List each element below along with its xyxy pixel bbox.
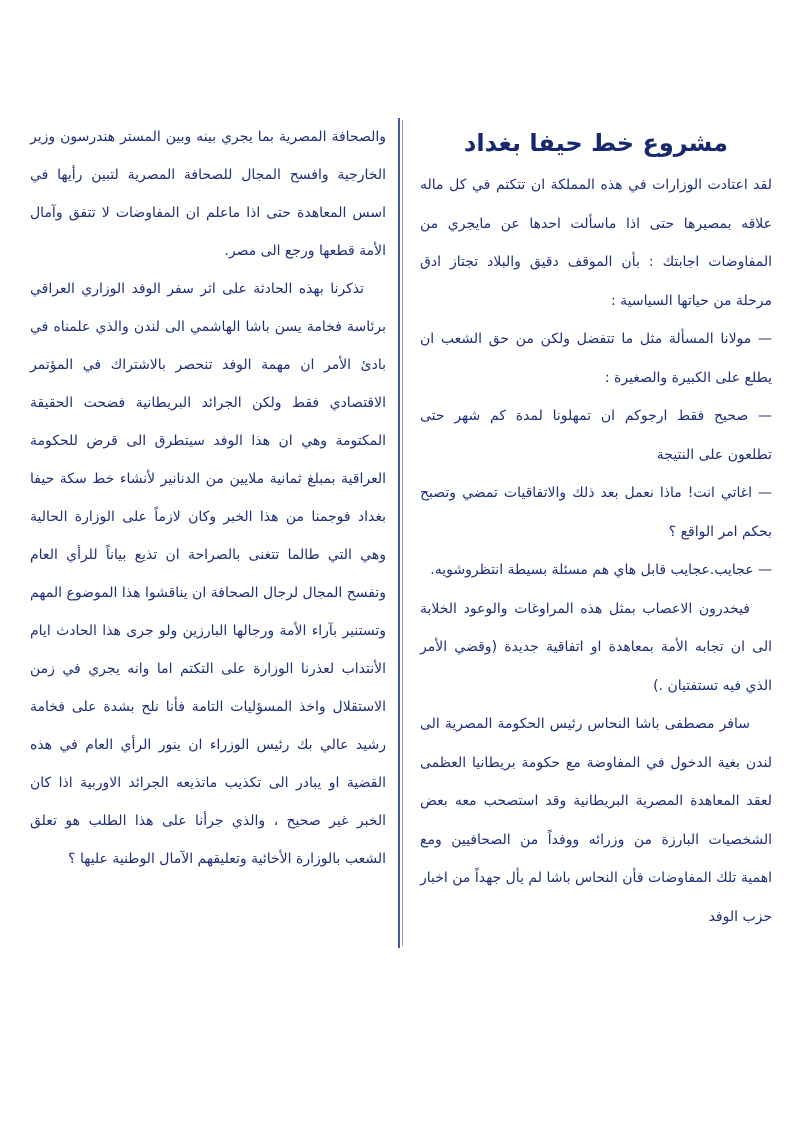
paragraph: والصحافة المصرية بما يجري بينه وبين المستر هندرسون وزير الخارجية وافسح المجال للصحافة المصرية لتبين رأيها في اسس المعاهدة حتى اذا ماعلم ان المفاوضات لا تتفق وآمال الأمة قطعها ورجع الى مصر.: [30, 129, 386, 259]
paragraph: — مولانا المسألة مثل ما تتفضل ولكن من حق الشعب ان يطلع على الكبيرة والصغيرة :: [420, 331, 772, 386]
column-divider-secondary: [402, 120, 403, 946]
paragraph: — اغاتي انت! ماذا نعمل بعد ذلك والاتفاقيات تمضي وتصبح بحكم امر الواقع ؟: [420, 485, 772, 540]
paragraph: سافر مصطفى باشا النحاس رئيس الحكومة المصرية الى لندن بغية الدخول في المفاوضة مع حكومة بريطانيا العظمى لعقد المعاهدة المصرية البريطانية وقد استصحب معه بعض الشخصيات البارزة من وزرائه ووفداً من الصحافيين ومع اهمية تلك المفاوضات فأن النحاس باشا لم يأل جهداً من اخبار حزب الوفد: [419, 716, 772, 925]
left-column: [30, 118, 386, 878]
article-title: مشروع خط حيفا بغداد: [464, 129, 728, 157]
paragraph: فيخدرون الاعصاب بمثل هذه المراوغات والوعود الخلابة الى ان تجابه الأمة بمعاهدة او اتفاقية جديدة (وقضي الأمر الذي فيه تستفتيان .): [420, 600, 772, 694]
right-column: [420, 112, 772, 936]
column-divider: [398, 118, 400, 948]
paragraph: — صحيح فقط ارجوكم ان تمهلونا لمدة كم شهر حتى تطلعون على النتيجة: [420, 408, 772, 463]
paragraph: تذكرنا بهذه الحادثة على اثر سفر الوفد الوزاري العراقي برئاسة فخامة يسن باشا الهاشمي الى لندن والذي علمناه في بادئ الأمر ان مهمة الوفد تنحصر بالاشتراك في المؤتمر الاقتصادي فقط ولكن الجرائد البريطانية فضحت الحقيقة المكتومة وهي ان هذا الوفد سيتطرق الى قرض للحكومة العراقية بمبلغ ثمانية ملايين من الدنانير لأنشاء خط سكة حيفا بغداد فوجمنا من هذا الخبر وكان لازماً على الوزارة الحالية وهي التي طالما تتغنى بالصراحة ان تذيع بياناً للرأي العام وتفسح المجال لرجال الصحافة ان يناقشوا هذا الموضوع المهم وتستنير بآراء الأمة ورجالها البارزين ولو جرى هذا الحادث ايام الأنتداب لعذرنا الوزارة على التكتم اما وانه يجري في زمن الاستقلال واخذ المسؤليات التامة فأنا نلح بشدة على فخامة رشيد عالي بك رئيس الوزراء ان ينور الرأي العام في هذه القضية او يبادر الى تكذيب ماتذيعه الجرائد الاوربية اذا كان الخبر غير صحيح ، والذي جرأنا على هذا الطلب هو تعلق الشعب بالوزارة الأخائية وتعليقهم الآمال الوطنية عليها ؟: [30, 281, 386, 867]
paragraph: لقد اعتادت الوزارات في هذه المملكة ان تتكتم في كل ماله علاقه بمصيرها حتى اذا ماسألت احدها عن مايجري من المفاوضات اجابتك : بأن الموقف دقيق والبلاد تجتاز ادق مرحلة من حياتها السياسية :: [420, 177, 772, 309]
paragraph: — عجايب.عجايب قابل هاي هم مسئلة بسيطة انتظروشويه.: [430, 562, 772, 578]
